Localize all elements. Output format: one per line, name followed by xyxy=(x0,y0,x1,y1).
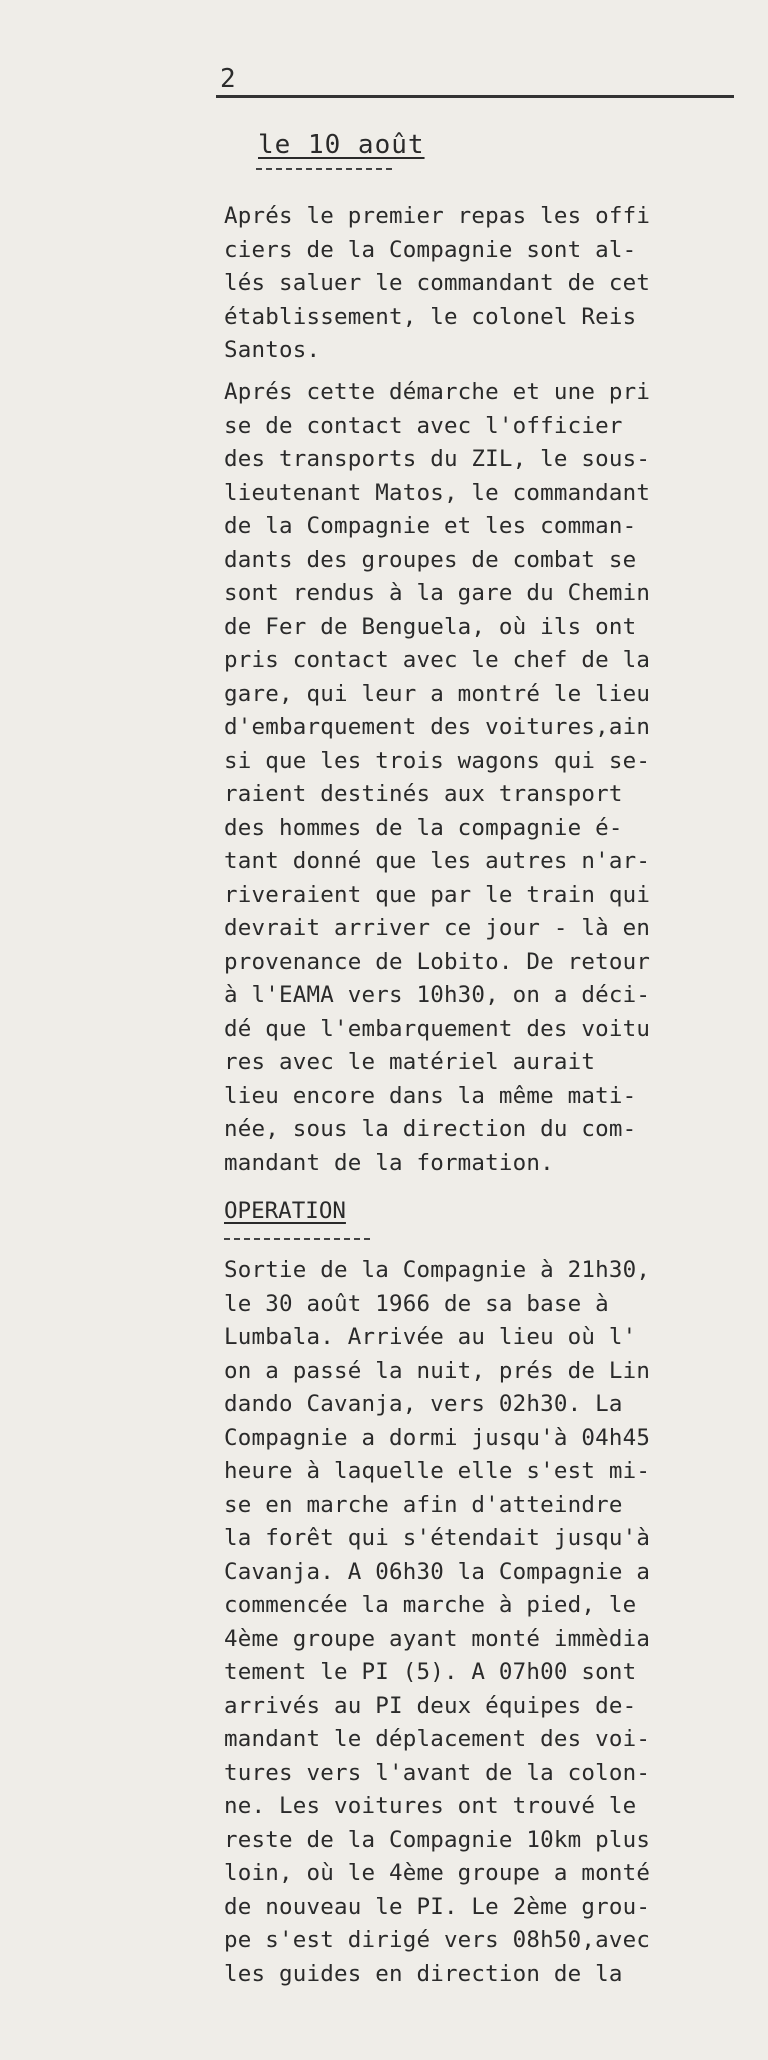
text-line: pris contact avec le chef de la xyxy=(224,647,651,673)
text-line: les guides en direction de la xyxy=(224,1960,623,1987)
text-line: raient destinés aux transport xyxy=(224,781,623,807)
text-line: loin, où le 4ème groupe a monté xyxy=(224,1860,651,1886)
text-line: lieu encore dans la même mati- xyxy=(224,1082,637,1109)
date-heading-dashed-rule xyxy=(256,168,392,170)
text-line: de la Compagnie et les comman- xyxy=(224,513,637,539)
header-rule xyxy=(216,95,734,98)
text-line: née, sous la direction du com- xyxy=(224,1116,637,1142)
text-line: tant donné que les autres n'ar- xyxy=(224,848,651,874)
text-line: res avec le matériel aurait xyxy=(224,1049,596,1075)
text-line: Lumbala. Arrivée au lieu où l' xyxy=(224,1324,637,1350)
text-line: établissement, le colonel Reis xyxy=(224,303,637,330)
text-line: de Fer de Benguela, où ils ont xyxy=(224,613,637,640)
text-line: tures vers l'avant de la colon- xyxy=(224,1759,651,1786)
text-line: lés saluer le commandant de cet xyxy=(224,270,651,296)
text-line: se en marche afin d'atteindre xyxy=(224,1491,623,1518)
text-line: tement le PI (5). A 07h00 sont xyxy=(224,1659,637,1685)
text-line: à l'EAMA vers 10h30, on a déci- xyxy=(224,982,651,1008)
text-line: gare, qui leur a montré le lieu xyxy=(224,680,651,707)
text-line: le 30 août 1966 de sa base à xyxy=(224,1290,609,1317)
text-line: mandant de la formation. xyxy=(224,1149,554,1176)
text-line: reste de la Compagnie 10km plus xyxy=(224,1826,651,1853)
text-line: mandant le déplacement des voi- xyxy=(224,1726,651,1752)
text-line: lieutenant Matos, le commandant xyxy=(224,479,651,506)
text-line: dando Cavanja, vers 02h30. La xyxy=(224,1391,623,1417)
text-line: sont rendus à la gare du Chemin xyxy=(224,580,651,606)
text-line: heure à laquelle elle s'est mi- xyxy=(224,1458,651,1484)
section-heading-dashed-rule xyxy=(224,1238,370,1240)
text-line: de nouveau le PI. Le 2ème grou- xyxy=(224,1893,651,1920)
text-line: Aprés le premier repas les offi xyxy=(224,203,651,229)
text-line: arrivés au PI deux équipes de- xyxy=(224,1692,637,1719)
text-line: devrait arriver ce jour - là en xyxy=(224,915,651,941)
text-line: Cavanja. A 06h30 la Compagnie a xyxy=(224,1558,651,1585)
text-line: des transports du ZIL, le sous- xyxy=(224,446,651,472)
text-line: se de contact avec l'officier xyxy=(224,412,623,439)
paragraph-3 xyxy=(224,1254,744,1991)
text-line: pe s'est dirigé vers 08h50,avec xyxy=(224,1927,651,1953)
text-line: ne. Les voitures ont trouvé le xyxy=(224,1793,637,1819)
text-line: si que les trois wagons qui se- xyxy=(224,747,651,774)
text-line: Aprés cette démarche et une pri xyxy=(224,379,651,405)
text-line: on a passé la nuit, prés de Lin xyxy=(224,1357,651,1384)
text-line: d'embarquement des voitures,ain xyxy=(224,714,651,740)
text-line: commencée la marche à pied, le xyxy=(224,1592,637,1618)
text-line: Santos. xyxy=(224,337,321,363)
text-line: des hommes de la compagnie é- xyxy=(224,814,623,841)
paragraph-1 xyxy=(224,200,744,368)
text-line: Compagnie a dormi jusqu'à 04h45 xyxy=(224,1424,651,1451)
text-line: provenance de Lobito. De retour xyxy=(224,948,651,975)
text-line: riveraient que par le train qui xyxy=(224,881,651,908)
text-line: ciers de la Compagnie sont al- xyxy=(224,236,637,263)
text-line: dé que l'embarquement des voitu xyxy=(224,1015,651,1042)
text-line: dants des groupes de combat se xyxy=(224,546,637,573)
text-line: Sortie de la Compagnie à 21h30, xyxy=(224,1257,651,1283)
date-heading: le 10 août xyxy=(258,130,425,160)
page-number: 2 xyxy=(220,64,236,94)
section-heading: OPERATION xyxy=(224,1198,346,1224)
text-line: 4ème groupe ayant monté immèdia xyxy=(224,1625,651,1652)
paragraph-2 xyxy=(224,376,744,1180)
text-line: la forêt qui s'étendait jusqu'à xyxy=(224,1525,651,1551)
